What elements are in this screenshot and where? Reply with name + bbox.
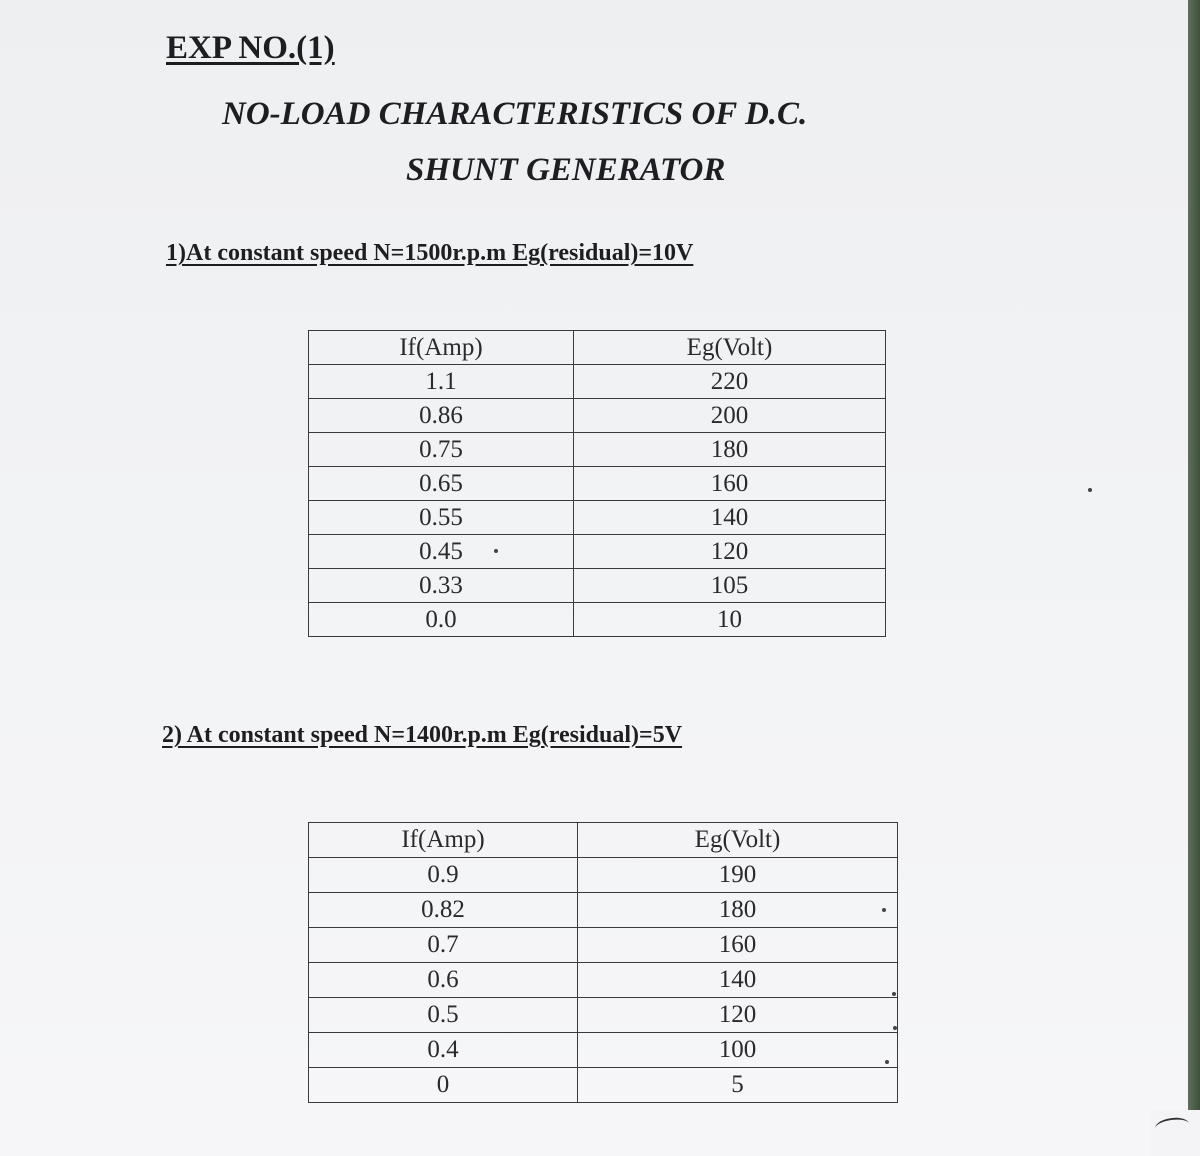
if-cell: 0.45 (309, 535, 574, 569)
table-row (309, 365, 886, 399)
eg-cell: 100 (578, 1033, 898, 1068)
document-title-line-1: NO-LOAD CHARACTERISTICS OF D.C. (222, 96, 808, 132)
paper-speck (494, 549, 498, 553)
if-cell: 0.33 (309, 569, 574, 603)
eg-cell: 200 (574, 399, 886, 433)
paper-speck (885, 1060, 889, 1064)
if-cell: 0.4 (309, 1033, 578, 1068)
section-1-table (308, 330, 886, 637)
table-row (309, 1033, 898, 1068)
if-cell: 0.65 (309, 467, 574, 501)
table-row (309, 467, 886, 501)
eg-cell: 180 (578, 893, 898, 928)
table-row (309, 569, 886, 603)
eg-cell: 120 (578, 998, 898, 1033)
eg-cell: 160 (574, 467, 886, 501)
section-2-table (308, 822, 898, 1103)
eg-cell: 140 (578, 963, 898, 998)
if-cell: 0.0 (309, 603, 574, 637)
table-header-row (309, 331, 886, 365)
if-cell: 0.9 (309, 858, 578, 893)
eg-cell: 140 (574, 501, 886, 535)
table-row (309, 963, 898, 998)
section-1-heading: 1)At constant speed N=1500r.p.m Eg(residual)=10V (166, 240, 694, 266)
table-row (309, 998, 898, 1033)
paper-speck (882, 908, 886, 912)
eg-cell: 105 (574, 569, 886, 603)
eg-cell: 180 (574, 433, 886, 467)
eg-cell: 160 (578, 928, 898, 963)
experiment-number: EXP NO.(1) (166, 30, 335, 66)
background-edge (1188, 0, 1200, 1110)
column-header-eg: Eg(Volt) (574, 331, 886, 365)
column-header-eg: Eg(Volt) (578, 823, 898, 858)
table-row (309, 399, 886, 433)
section-2-heading: 2) At constant speed N=1400r.p.m Eg(residual)=5V (162, 722, 683, 748)
paper-speck (1088, 488, 1092, 492)
if-cell: 0.55 (309, 501, 574, 535)
table-row (309, 603, 886, 637)
if-cell: 1.1 (309, 365, 574, 399)
table-row (309, 501, 886, 535)
eg-cell: 10 (574, 603, 886, 637)
document-title-line-2: SHUNT GENERATOR (406, 152, 726, 188)
table-row (309, 433, 886, 467)
table-row (309, 1068, 898, 1103)
eg-cell: 120 (574, 535, 886, 569)
paper-speck (892, 992, 896, 996)
table-row (309, 893, 898, 928)
eg-cell: 190 (578, 858, 898, 893)
if-cell: 0 (309, 1068, 578, 1103)
table-header-row (309, 823, 898, 858)
if-cell: 0.6 (309, 963, 578, 998)
eg-cell: 5 (578, 1068, 898, 1103)
if-cell: 0.82 (309, 893, 578, 928)
if-cell: 0.7 (309, 928, 578, 963)
eg-cell: 220 (574, 365, 886, 399)
column-header-if: If(Amp) (309, 331, 574, 365)
if-cell: 0.86 (309, 399, 574, 433)
table-row (309, 858, 898, 893)
if-cell: 0.75 (309, 433, 574, 467)
table-row (309, 535, 886, 569)
paper-speck (893, 1026, 897, 1030)
table-row (309, 928, 898, 963)
if-cell: 0.5 (309, 998, 578, 1033)
column-header-if: If(Amp) (309, 823, 578, 858)
